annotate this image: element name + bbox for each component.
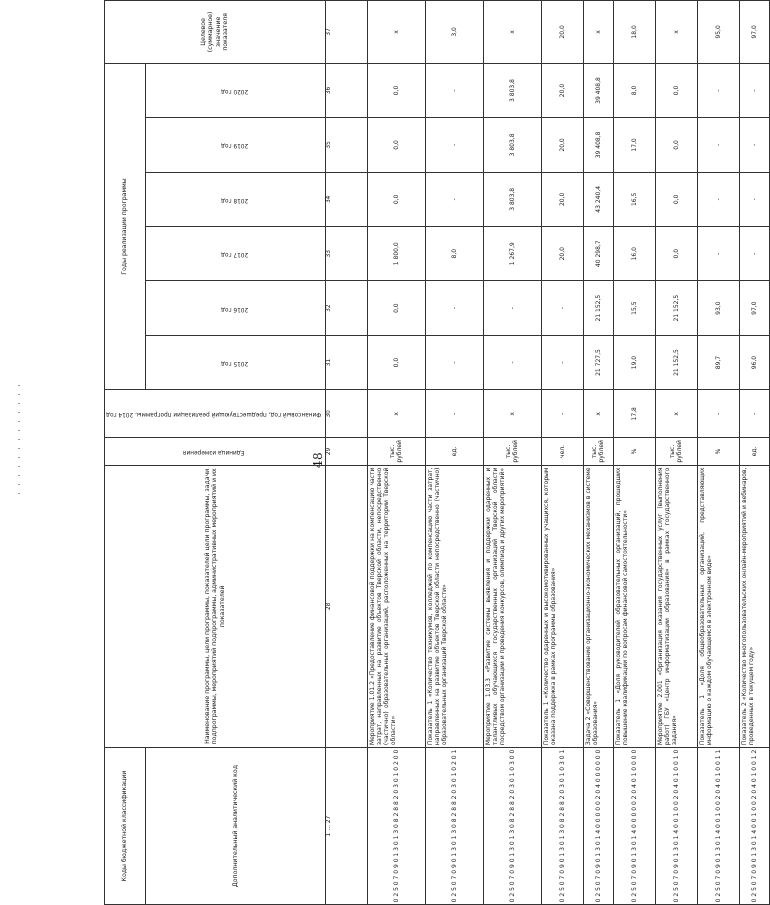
row-2015: - <box>483 335 541 389</box>
row-2015: 0,0 <box>367 335 425 389</box>
index-cell-35: 35 <box>325 118 367 172</box>
row-2018: 3 803,8 <box>483 172 541 226</box>
row-2020: 0,0 <box>367 63 425 117</box>
row-2019: 0,0 <box>367 118 425 172</box>
margin-dots <box>18 385 20 495</box>
index-cell-36: 36 <box>325 63 367 117</box>
row-code: 0 2 5 0 7 0 9 0 1 3 0 1 4 0 0 1 0 0 2 0 4 0 1 0 0 1 1 <box>697 748 739 905</box>
row-2016: 15,5 <box>613 281 655 335</box>
row-2018: - <box>697 172 739 226</box>
row-2019: - <box>425 118 483 172</box>
row-code: 0 2 5 0 7 0 9 0 1 3 0 1 3 0 8 2 8 8 2 0 3 0 1 0 3 0 1 <box>541 748 583 905</box>
row-2019: 39 408,8 <box>583 118 613 172</box>
row-2019: - <box>697 118 739 172</box>
fin-year-column-header: Финансовый год, предшествующий реализации программы, 2014 год <box>105 390 326 438</box>
row-description: Задача 2 «Совершенствование организационно-экономических механизмов в системе образования» <box>583 465 613 747</box>
table-row <box>613 1 655 905</box>
row-2020: 3 803,8 <box>483 63 541 117</box>
index-cell-34: 34 <box>325 172 367 226</box>
row-code: 0 2 5 0 7 0 9 0 1 3 0 1 4 0 0 1 0 0 2 0 4 0 1 0 0 1 0 <box>655 748 697 905</box>
row-2020: 0,0 <box>655 63 697 117</box>
row-2019: 3 803,8 <box>483 118 541 172</box>
row-2016: 93,0 <box>697 281 739 335</box>
table-row <box>367 1 425 905</box>
row-2015: 21 152,5 <box>655 335 697 389</box>
row-2014: - <box>697 390 739 438</box>
row-2020: - <box>425 63 483 117</box>
index-cell-30: 30 <box>325 390 367 438</box>
index-cell-32: 32 <box>325 281 367 335</box>
row-2016: 0,0 <box>367 281 425 335</box>
row-2020: - <box>739 63 769 117</box>
row-2019: 0,0 <box>655 118 697 172</box>
row-target: 18,0 <box>613 1 655 64</box>
row-2014: - <box>739 390 769 438</box>
name-column-header: Наименование программы, цели программы, показателей цели программы, задачи подпрограммы, мероприятий подпрограммы, административных мероприятий и их показателей <box>105 465 326 747</box>
row-2016: 97,0 <box>739 281 769 335</box>
row-2016: - <box>541 281 583 335</box>
row-2014: х <box>655 390 697 438</box>
row-unit: тыс. рублей <box>583 438 613 465</box>
table-row <box>541 1 583 905</box>
row-2015: - <box>425 335 483 389</box>
table-row <box>655 1 697 905</box>
row-code: 0 2 5 0 7 0 9 0 1 3 0 1 3 0 8 2 8 8 2 0 3 0 1 0 3 0 0 <box>483 748 541 905</box>
row-2017: 0,0 <box>655 227 697 281</box>
row-unit: тыс. рублей <box>655 438 697 465</box>
index-cell-31: 31 <box>325 335 367 389</box>
row-code: 0 2 5 0 7 0 9 0 1 3 0 1 4 0 0 1 0 0 2 0 4 0 1 0 0 1 2 <box>739 748 769 905</box>
row-2018: 20,0 <box>541 172 583 226</box>
table-row <box>697 1 739 905</box>
index-cell-1-27: 1 … 27 <box>325 748 367 905</box>
row-2017: 1 800,0 <box>367 227 425 281</box>
row-2014: - <box>425 390 483 438</box>
table-row <box>583 1 613 905</box>
year-2018-header: 2018 год <box>146 172 325 226</box>
table-row <box>425 1 483 905</box>
year-2020-header: 2020 год <box>146 63 325 117</box>
row-2015: 96,0 <box>739 335 769 389</box>
row-2017: 40 298,7 <box>583 227 613 281</box>
row-target: х <box>367 1 425 64</box>
row-target: х <box>583 1 613 64</box>
row-2017: 20,0 <box>541 227 583 281</box>
row-2016: 21 152,5 <box>583 281 613 335</box>
row-target: 20,0 <box>541 1 583 64</box>
year-2019-header: 2019 год <box>146 118 325 172</box>
row-2017: - <box>697 227 739 281</box>
row-2019: 17,0 <box>613 118 655 172</box>
row-2015: - <box>541 335 583 389</box>
row-code: 0 2 5 0 7 0 9 0 1 3 0 1 3 0 8 2 8 8 2 0 3 0 1 0 2 0 0 <box>367 748 425 905</box>
program-table <box>104 0 770 905</box>
row-2014: х <box>583 390 613 438</box>
row-2020: 8,0 <box>613 63 655 117</box>
row-2017: - <box>739 227 769 281</box>
index-row <box>325 1 367 905</box>
row-2018: - <box>425 172 483 226</box>
row-2018: 43 240,4 <box>583 172 613 226</box>
row-2016: 21 152,5 <box>655 281 697 335</box>
table-row <box>739 1 769 905</box>
row-code: 0 2 5 0 7 0 9 0 1 3 0 1 3 0 8 2 8 8 2 0 3 0 1 0 2 0 1 <box>425 748 483 905</box>
row-code: 0 2 5 0 7 0 9 0 1 3 0 1 4 0 0 0 0 0 2 0 4 0 1 0 0 0 0 <box>613 748 655 905</box>
row-target: х <box>483 1 541 64</box>
row-target: х <box>655 1 697 64</box>
row-unit: % <box>613 438 655 465</box>
row-2018: 0,0 <box>655 172 697 226</box>
index-cell-37: 37 <box>325 1 367 64</box>
classifier-subheader <box>146 748 325 905</box>
row-2019: - <box>739 118 769 172</box>
row-unit: ед. <box>425 438 483 465</box>
row-2020: - <box>697 63 739 117</box>
row-2017: 8,0 <box>425 227 483 281</box>
row-2018: 16,5 <box>613 172 655 226</box>
row-2015: 19,0 <box>613 335 655 389</box>
row-2014: 17,8 <box>613 390 655 438</box>
row-2016: - <box>425 281 483 335</box>
row-2018: - <box>739 172 769 226</box>
row-2014: - <box>541 390 583 438</box>
row-2015: 89,7 <box>697 335 739 389</box>
row-2017: 16,0 <box>613 227 655 281</box>
row-unit: тыс. рублей <box>483 438 541 465</box>
row-description: Мероприятие 1.03.3 «Развитие системы выявления и поддержки одаренных и талантливых обучающихся государственных организаций Тверской области посредством организации и проведения конкурсов, олимпиад и других мероприятий» <box>483 465 541 747</box>
index-cell-29: 29 <box>325 438 367 465</box>
row-description: Показатель 1 «Количество одаренных и высокомотивированных учащихся, которым оказана поддержка в рамках программы образования» <box>541 465 583 747</box>
row-2016: - <box>483 281 541 335</box>
table-row <box>483 1 541 905</box>
row-unit: % <box>697 438 739 465</box>
row-unit: чел. <box>541 438 583 465</box>
row-2014: х <box>367 390 425 438</box>
row-unit: ед. <box>739 438 769 465</box>
index-cell-33: 33 <box>325 227 367 281</box>
add-class-label: Дополнительный аналитический код <box>231 765 239 888</box>
row-2017: 1 267,9 <box>483 227 541 281</box>
row-2020: 20,0 <box>541 63 583 117</box>
index-cell-28: 28 <box>325 465 367 747</box>
row-code: 0 2 5 0 7 0 9 0 1 3 0 1 4 0 0 0 0 0 2 0 4 0 0 0 0 0 0 <box>583 748 613 905</box>
row-2019: 20,0 <box>541 118 583 172</box>
row-2015: 21 727,5 <box>583 335 613 389</box>
classifier-header: Коды бюджетной классификации <box>105 748 146 905</box>
year-2016-header: 2016 год <box>146 281 325 335</box>
row-description: Показатель 1 «Доля руководителей образовательных организаций, прошедших повышение квалификации по вопросам финансовой самостоятельности» <box>613 465 655 747</box>
rotated-table-sheet <box>104 0 758 905</box>
row-target: 97,0 <box>739 1 769 64</box>
row-2020: 39 408,8 <box>583 63 613 117</box>
unit-column-header: Единица измерения <box>105 438 326 465</box>
row-unit: тыс. рублей <box>367 438 425 465</box>
row-2018: 0,0 <box>367 172 425 226</box>
year-2015-header: 2015 год <box>146 335 325 389</box>
row-description: Мероприятие 2.001 «Организация оказания государственных услуг (выполнения работ) ГБУ «Центр информатизации образования» в рамках государственного задания» <box>655 465 697 747</box>
row-target: 3,0 <box>425 1 483 64</box>
row-description: Показатель 1 «Доля общеобразовательных организаций, представляющих информацию о каждом обучающемся в электронном виде» <box>697 465 739 747</box>
year-2017-header: 2017 год <box>146 227 325 281</box>
years-group-header: Годы реализации программы <box>105 63 146 389</box>
row-2014: х <box>483 390 541 438</box>
row-description: Мероприятие 1.01.2 «Предоставление финансовой поддержки на компенсацию части затрат, направленных на развитие объектов Тверской области, непосредственно (частично) образовательных организаций, расположенных на территории Тверской области» <box>367 465 425 747</box>
page-number: 48 <box>311 451 326 469</box>
target-column-header: Целевое (суммарное) значение показателя <box>105 1 326 64</box>
row-description: Показатель 2 «Количество многопользовательских онлайн-мероприятий и вебинаров, проведенных в текущем году» <box>739 465 769 747</box>
row-description: Показатель 1 «Количество техникумов, колледжей по компенсацию части затрат, направленных на развитие объектов Тверской области непосредственно (частично) образовательных организаций Тверской области» <box>425 465 483 747</box>
row-target: 95,0 <box>697 1 739 64</box>
